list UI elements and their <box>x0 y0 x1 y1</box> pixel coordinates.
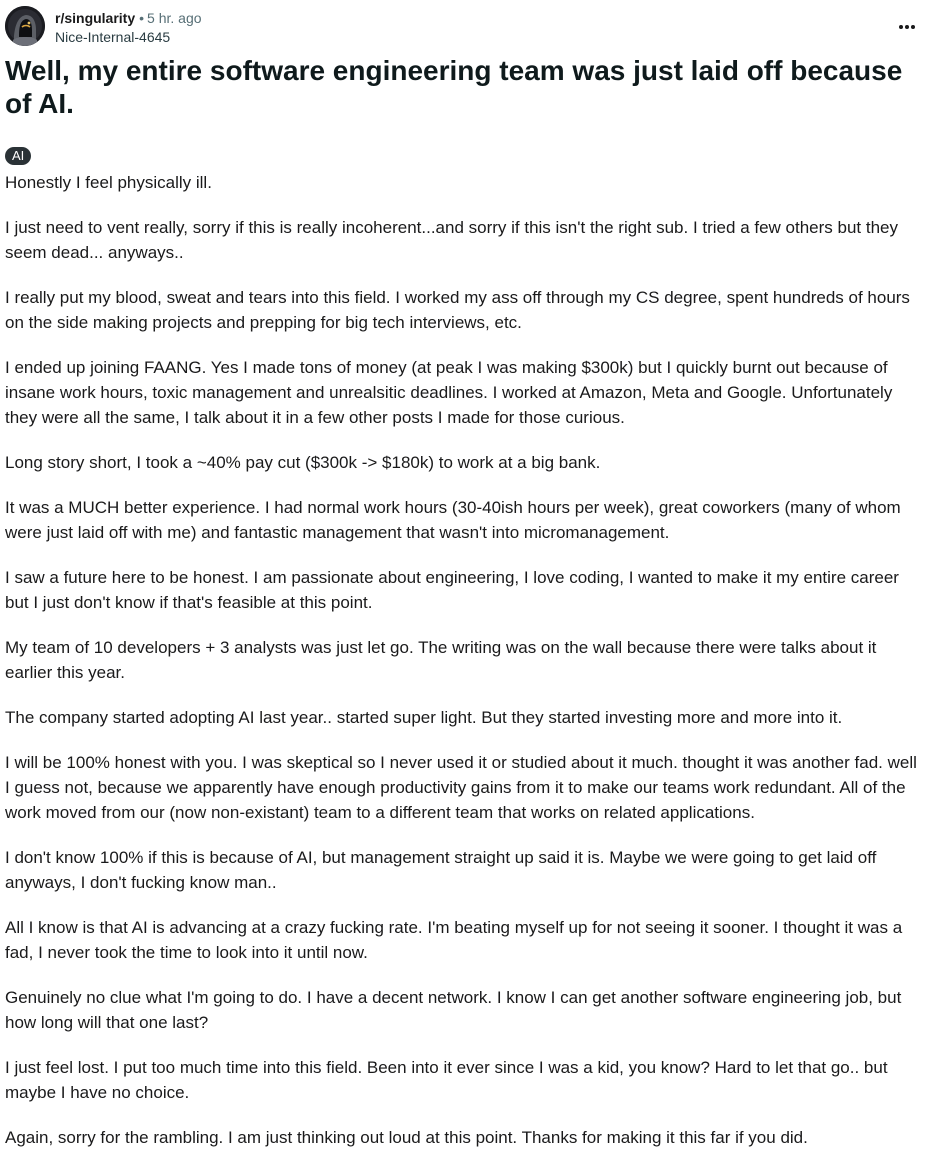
meta-separator: • <box>139 10 145 26</box>
subreddit-avatar[interactable] <box>5 6 45 46</box>
body-paragraph: Genuinely no clue what I'm going to do. I have a decent network. I know I can get another software engineering job, but how long will that one last? <box>5 988 902 1032</box>
post-title: Well, my entire software engineering team was just laid off because of AI. <box>5 55 903 119</box>
post-time: 5 hr. ago <box>147 10 202 26</box>
body-paragraph: I just need to vent really, sorry if this is really incoherent...and sorry if this isn't the right sub. I tried a few others but they seem dead... anyways.. <box>5 218 899 262</box>
body-paragraph: I will be 100% honest with you. I was skeptical so I never used it or studied about it much. thought it was another fad. well I guess not, because we apparently have enough productivity gains from it to make our teams work redundant. All of the work moved from our (now non-existant) team to a different team that works on related applications. <box>5 753 917 822</box>
more-options-button[interactable] <box>894 16 920 38</box>
body-paragraph: I saw a future here to be honest. I am passionate about engineering, I love coding, I wanted to make it my entire career but I just don't know if that's feasible at this point. <box>5 568 899 612</box>
body-paragraph: All I know is that AI is advancing at a crazy fucking rate. I'm beating myself up for not seeing it sooner. I thought it was a fad, I never took the time to look into it until now. <box>5 918 903 962</box>
subreddit-link[interactable]: r/singularity <box>55 10 136 26</box>
body-paragraph: I just feel lost. I put too much time into this field. Been into it ever since I was a kid, you know? Hard to let that go.. but maybe I have no choice. <box>5 1058 888 1102</box>
body-paragraph: Honestly I feel physically ill. <box>5 173 212 192</box>
post-body <box>5 170 923 1170</box>
more-horizontal-icon <box>898 25 916 29</box>
author-link[interactable]: Nice-Internal-4645 <box>55 29 171 45</box>
body-paragraph: My team of 10 developers + 3 analysts was just let go. The writing was on the wall because there were talks about it earlier this year. <box>5 638 877 682</box>
body-paragraph: Again, sorry for the rambling. I am just thinking out loud at this point. Thanks for making it this far if you did. <box>5 1128 808 1147</box>
body-paragraph: It was a MUCH better experience. I had normal work hours (30-40ish hours per week), great coworkers (many of whom were just laid off with me) and fantastic management that wasn't into micromanagement. <box>5 498 901 542</box>
post-header <box>5 6 925 48</box>
body-paragraph: I ended up joining FAANG. Yes I made tons of money (at peak I was making $300k) but I quickly burnt out because of insane work hours, toxic management and unrealsitic deadlines. I worked at Amazon, Meta and Google. Unfortunately they were all the same, I talk about it in a few other posts I made for those curious. <box>5 358 893 427</box>
body-paragraph: I don't know 100% if this is because of AI, but management straight up said it is. Maybe we were going to get laid off anyways, I don't fucking know man.. <box>5 848 877 892</box>
post-meta <box>55 9 202 47</box>
post-flair[interactable]: AI <box>5 147 31 165</box>
subreddit-avatar-image <box>5 6 45 46</box>
meta-row <box>55 9 202 28</box>
body-paragraph: Long story short, I took a ~40% pay cut ($300k -> $180k) to work at a big bank. <box>5 453 601 472</box>
body-paragraph: The company started adopting AI last year.. started super light. But they started investing more and more into it. <box>5 708 843 727</box>
body-paragraph: I really put my blood, sweat and tears into this field. I worked my ass off through my CS degree, spent hundreds of hours on the side making projects and prepping for big tech interviews, etc. <box>5 288 910 332</box>
